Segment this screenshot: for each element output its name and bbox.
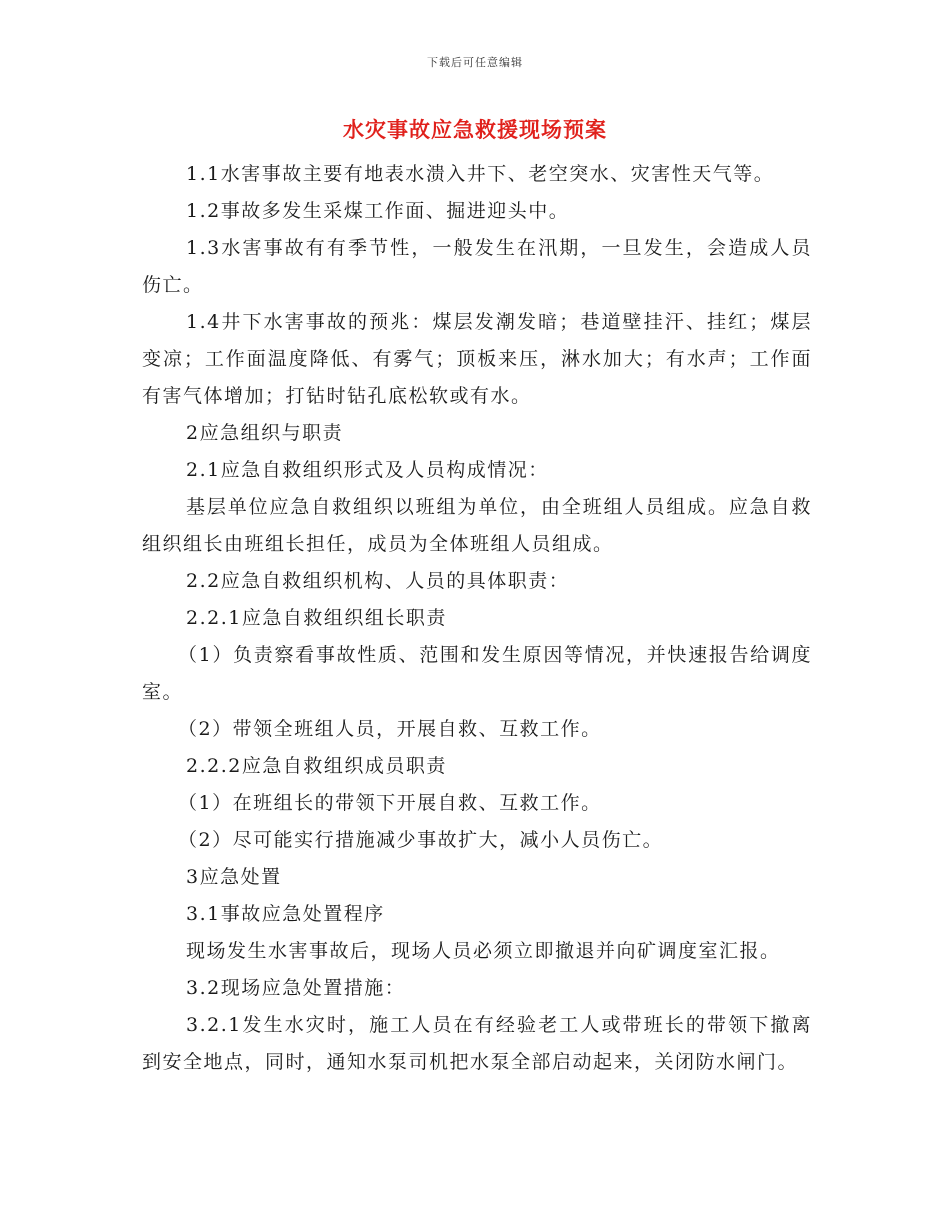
paragraph-2-2-2: 2.2.2应急自救组织成员职责 [186, 755, 447, 777]
paragraph-3-1-body: 现场发生水害事故后，现场人员必须立即撤退并向矿调度室汇报。 [186, 940, 781, 962]
paragraph-1-2: 1.2事故多发生采煤工作面、掘进迎头中。 [186, 200, 570, 222]
paragraph-3-2: 3.2现场应急处置措施： [186, 977, 406, 999]
paragraph-2-1-body: 基层单位应急自救组织以班组为单位，由全班组人员组成。应急自救组织组长由班组长担任，成员为全体班组人员组成。 [142, 496, 812, 555]
document-body [142, 156, 812, 1081]
paragraph-1-1: 1.1水害事故主要有地表水溃入井下、老空突水、灾害性天气等。 [186, 163, 775, 185]
paragraph-2-2-1-item-2: （2）带领全班组人员，开展自救、互救工作。 [178, 718, 602, 740]
paragraph-1-4: 1.4井下水害事故的预兆：煤层发潮发暗；巷道壁挂汗、挂红；煤层变凉；工作面温度降低、有雾气；顶板来压，淋水加大；有水声；工作面有害气体增加；打钻时钻孔底松软或有水。 [142, 311, 812, 407]
paragraph-2-1: 2.1应急自救组织形式及人员构成情况： [186, 459, 549, 481]
paragraph-3-2-1: 3.2.1发生水灾时，施工人员在有经验老工人或带班长的带领下撤离到安全地点，同时，通知水泵司机把水泵全部启动起来，关闭防水闸门。 [142, 1014, 812, 1073]
paragraph-2-2-2-item-2: （2）尽可能实行措施减少事故扩大，减小人员伤亡。 [178, 829, 664, 851]
paragraph-2-2: 2.2应急自救组织机构、人员的具体职责： [186, 570, 570, 592]
paragraph-1-3: 1.3水害事故有有季节性，一般发生在汛期，一旦发生，会造成人员伤亡。 [142, 237, 812, 296]
header-note: 下载后可任意编辑 [427, 56, 523, 69]
section-2-heading: 2应急组织与职责 [186, 422, 344, 444]
paragraph-2-2-1-item-1: （1）负责察看事故性质、范围和发生原因等情况，并快速报告给调度室。 [142, 644, 812, 703]
paragraph-3-1: 3.1事故应急处置程序 [186, 903, 385, 925]
document-title: 水灾事故应急救援现场预案 [343, 118, 607, 142]
paragraph-2-2-1: 2.2.1应急自救组织组长职责 [186, 607, 447, 629]
section-3-heading: 3应急处置 [186, 866, 282, 888]
paragraph-2-2-2-item-1: （1）在班组长的带领下开展自救、互救工作。 [178, 792, 602, 814]
